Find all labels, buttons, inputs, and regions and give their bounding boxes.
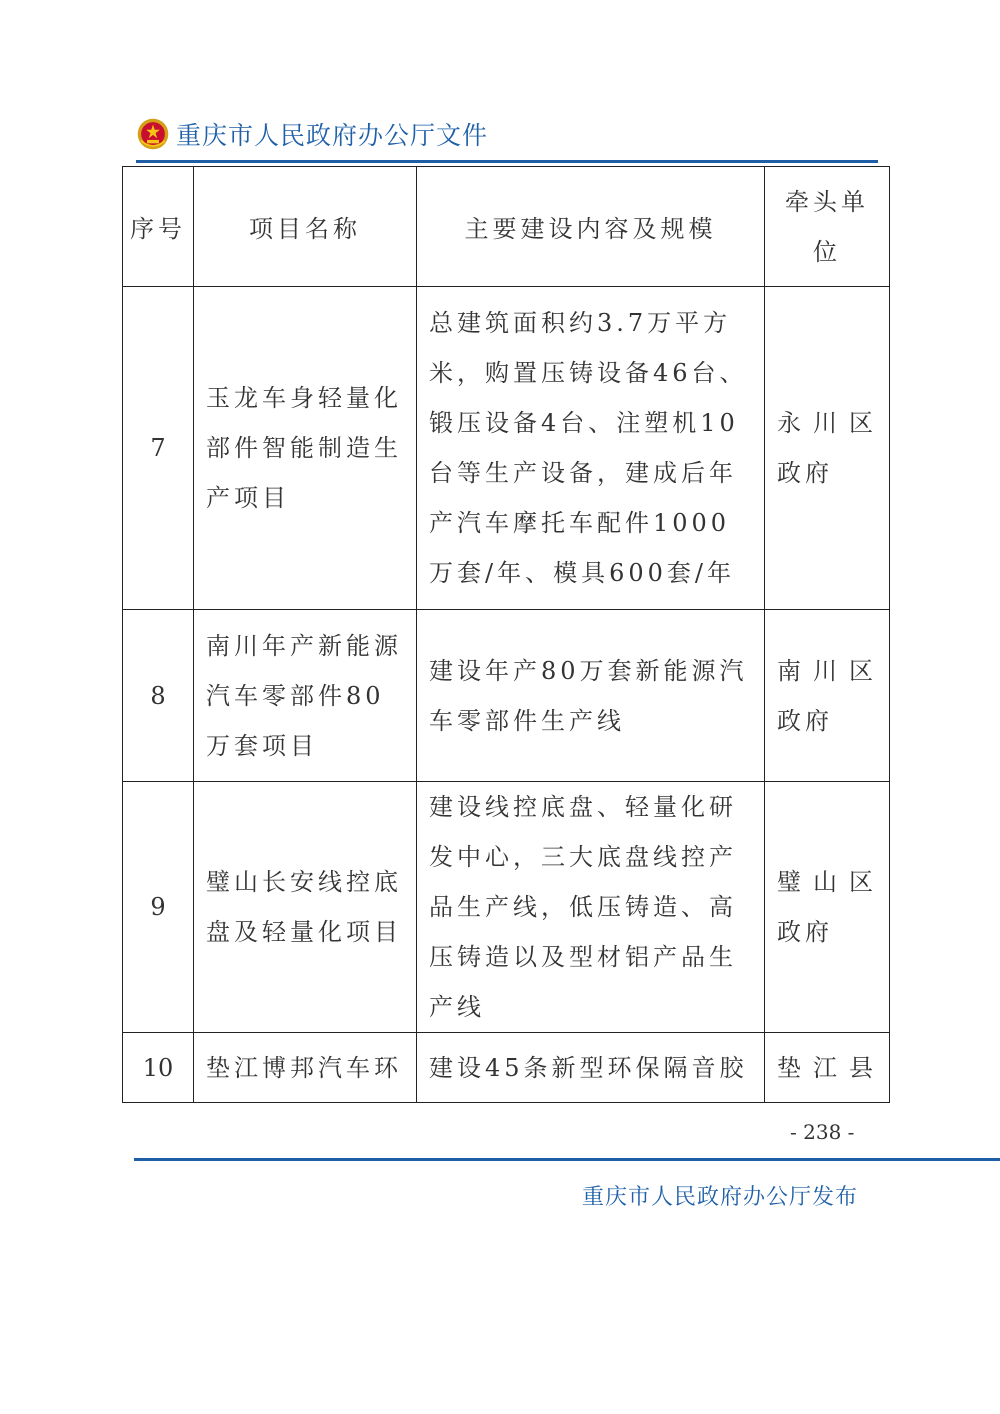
row-content [417, 1033, 765, 1103]
table-row [123, 287, 890, 610]
row-content-text: 建设年产80万套新能源汽车零部件生产线 [429, 656, 748, 735]
footer-divider [134, 1158, 1000, 1161]
row-content-text: 总建筑面积约3.7万平方米，购置压铸设备46台、锻压设备4台、注塑机10台等生产设备，建成后年产汽车摩托车配件1000万套/年、模具600套/年 [429, 309, 748, 587]
row-name-text: 玉龙车身轻量化部件智能制造生产项目 [206, 384, 402, 512]
row-name [194, 287, 417, 610]
row-unit [765, 610, 890, 782]
header-title: 重庆市人民政府办公厅文件 [176, 121, 489, 150]
header-unit [765, 167, 890, 287]
footer-publisher: 重庆市人民政府办公厅发布 [582, 1185, 859, 1210]
row-content [417, 610, 765, 782]
row-unit-line1: 永川区 [777, 409, 877, 437]
row-name-text: 南川年产新能源汽车零部件80万套项目 [206, 631, 402, 760]
row-name [194, 610, 417, 782]
row-unit [765, 1033, 890, 1103]
row-unit-line2: 政府 [777, 918, 833, 946]
row-unit-line1: 垫江县 [777, 1053, 877, 1082]
header-divider [136, 160, 878, 163]
row-no: 8 [123, 610, 194, 782]
row-name-text: 垫江博邦汽车环 [206, 1053, 402, 1082]
table-header-row [123, 167, 890, 287]
row-unit-line2: 政府 [777, 706, 833, 735]
row-content-text: 建设45条新型环保隔音胶 [429, 1053, 748, 1082]
national-emblem-icon [136, 117, 170, 151]
row-name-text: 璧山长安线控底盘及轻量化项目 [206, 868, 402, 946]
row-content [417, 287, 765, 610]
row-unit [765, 782, 890, 1033]
row-no: 9 [123, 782, 194, 1033]
row-name [194, 782, 417, 1033]
header-unit-line2: 位 [813, 237, 841, 266]
row-no: 10 [123, 1033, 194, 1103]
table-row [123, 1033, 890, 1103]
row-no: 7 [123, 287, 194, 610]
row-unit-line1: 璧山区 [777, 868, 877, 896]
row-content [417, 782, 765, 1033]
header-no: 序号 [123, 167, 194, 287]
table-row [123, 610, 890, 782]
table-row [123, 782, 890, 1033]
page-number: - 238 - [790, 1120, 855, 1144]
row-unit-line2: 政府 [777, 459, 833, 487]
row-content-text: 建设线控底盘、轻量化研发中心，三大底盘线控产品生产线，低压铸造、高压铸造以及型材铝产品生产线 [429, 793, 737, 1021]
header-name: 项目名称 [194, 167, 417, 287]
header-unit-line1: 牵头单 [785, 187, 869, 216]
document-header [136, 112, 488, 156]
row-unit-line1: 南川区 [777, 656, 877, 685]
header-content: 主要建设内容及规模 [417, 167, 765, 287]
row-unit [765, 287, 890, 610]
row-name [194, 1033, 417, 1103]
project-table [122, 166, 890, 1103]
